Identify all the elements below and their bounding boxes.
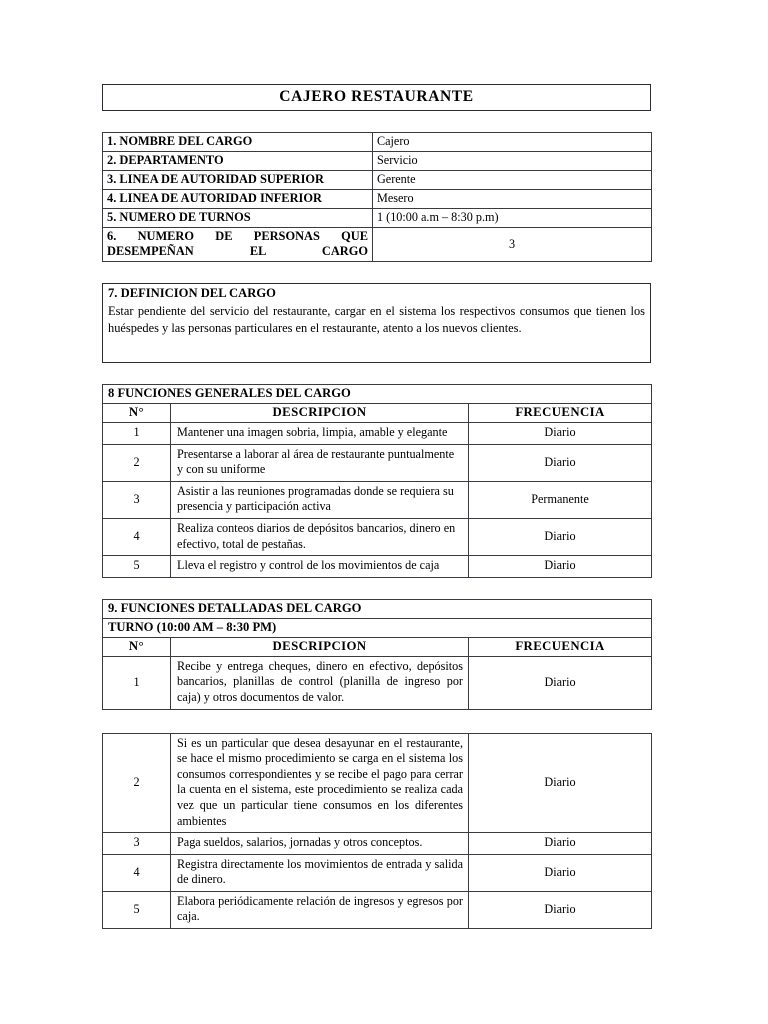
row-description: Recibe y entrega cheques, dinero en efectivo, depósitos bancarios, planillas de control (planilla de ingreso por caja) y otros documentos de valor. [171,656,469,709]
page-title: CAJERO RESTAURANTE [102,84,651,111]
table-row [103,599,652,618]
table-row [103,190,652,209]
table-row [103,518,652,555]
column-header-frequency: FRECUENCIA [469,404,652,423]
row-frequency: Diario [469,854,652,891]
row-frequency: Diario [469,423,652,445]
row-number: 2 [103,733,171,833]
identification-label: 4. LINEA DE AUTORIDAD INFERIOR [103,190,373,209]
table-row [103,891,652,928]
row-description: Realiza conteos diarios de depósitos bancarios, dinero en efectivo, total de pestañas. [171,518,469,555]
table-row [103,284,651,363]
detailed-functions-shift: TURNO (10:00 AM – 8:30 PM) [103,618,652,637]
row-frequency: Permanente [469,481,652,518]
column-header-description: DESCRIPCION [171,637,469,656]
identification-value: Gerente [373,171,652,190]
table-row [103,209,652,228]
table-row [103,171,652,190]
table-row [103,556,652,578]
table-row [103,733,652,833]
detailed-functions-table-part1 [102,599,652,710]
row-number: 5 [103,556,171,578]
row-frequency: Diario [469,444,652,481]
general-functions-table [102,384,652,578]
table-header-row [103,637,652,656]
table-row [103,833,652,855]
row-frequency: Diario [469,656,652,709]
row-frequency: Diario [469,891,652,928]
general-functions-heading: 8 FUNCIONES GENERALES DEL CARGO [103,385,652,404]
identification-value: 3 [373,228,652,262]
definition-text: Estar pendiente del servicio del restaurante, cargar en el sistema los respectivos consumos que tienen los huéspedes y las personas particulares en el restaurante, atento a los nuevos clientes. [108,304,645,335]
identification-table [102,132,652,262]
row-description: Registra directamente los movimientos de entrada y salida de dinero. [171,854,469,891]
identification-label: 3. LINEA DE AUTORIDAD SUPERIOR [103,171,373,190]
table-row [103,444,652,481]
row-description: Elabora periódicamente relación de ingresos y egresos por caja. [171,891,469,928]
definition-heading: 7. DEFINICION DEL CARGO [108,286,276,300]
definition-table [102,283,651,363]
table-row [103,618,652,637]
table-row [103,423,652,445]
column-header-frequency: FRECUENCIA [469,637,652,656]
row-description: Si es un particular que desea desayunar en el restaurante, se hace el mismo procedimiento se carga en el sistema los consumos correspondientes y se recibe el pago para cerrar la cuenta en el sistema, este procedimiento se realiza cada vez que un particular tiene consumos en los diferentes ambientes [171,733,469,833]
identification-value: Cajero [373,133,652,152]
row-number: 1 [103,656,171,709]
row-number: 4 [103,854,171,891]
row-number: 2 [103,444,171,481]
identification-label: 5. NUMERO DE TURNOS [103,209,373,228]
row-number: 3 [103,833,171,855]
row-description: Presentarse a laborar al área de restaurante puntualmente y con su uniforme [171,444,469,481]
page-break-gap [102,710,651,733]
row-description: Paga sueldos, salarios, jornadas y otros conceptos. [171,833,469,855]
table-row [103,481,652,518]
column-header-description: DESCRIPCION [171,404,469,423]
row-frequency: Diario [469,833,652,855]
table-row [103,385,652,404]
identification-label: 6. NUMERO DE PERSONAS QUE DESEMPEÑAN EL CARGO [103,228,373,262]
table-row [103,656,652,709]
row-frequency: Diario [469,518,652,555]
row-description: Lleva el registro y control de los movimientos de caja [171,556,469,578]
column-header-num: N° [103,637,171,656]
row-number: 3 [103,481,171,518]
table-header-row [103,404,652,423]
column-header-num: N° [103,404,171,423]
detailed-functions-table-part2 [102,733,652,930]
detailed-functions-heading: 9. FUNCIONES DETALLADAS DEL CARGO [103,599,652,618]
row-description: Mantener una imagen sobria, limpia, amable y elegante [171,423,469,445]
row-number: 4 [103,518,171,555]
identification-label: 1. NOMBRE DEL CARGO [103,133,373,152]
table-row [103,152,652,171]
identification-value: Mesero [373,190,652,209]
identification-value: Servicio [373,152,652,171]
table-row [103,228,652,262]
row-number: 1 [103,423,171,445]
identification-table-body [103,133,652,262]
identification-value: 1 (10:00 a.m – 8:30 p.m) [373,209,652,228]
row-frequency: Diario [469,733,652,833]
row-number: 5 [103,891,171,928]
row-description: Asistir a las reuniones programadas donde se requiera su presencia y participación activa [171,481,469,518]
table-row [103,133,652,152]
table-row [103,854,652,891]
document-page [102,84,651,950]
row-frequency: Diario [469,556,652,578]
identification-label: 2. DEPARTAMENTO [103,152,373,171]
